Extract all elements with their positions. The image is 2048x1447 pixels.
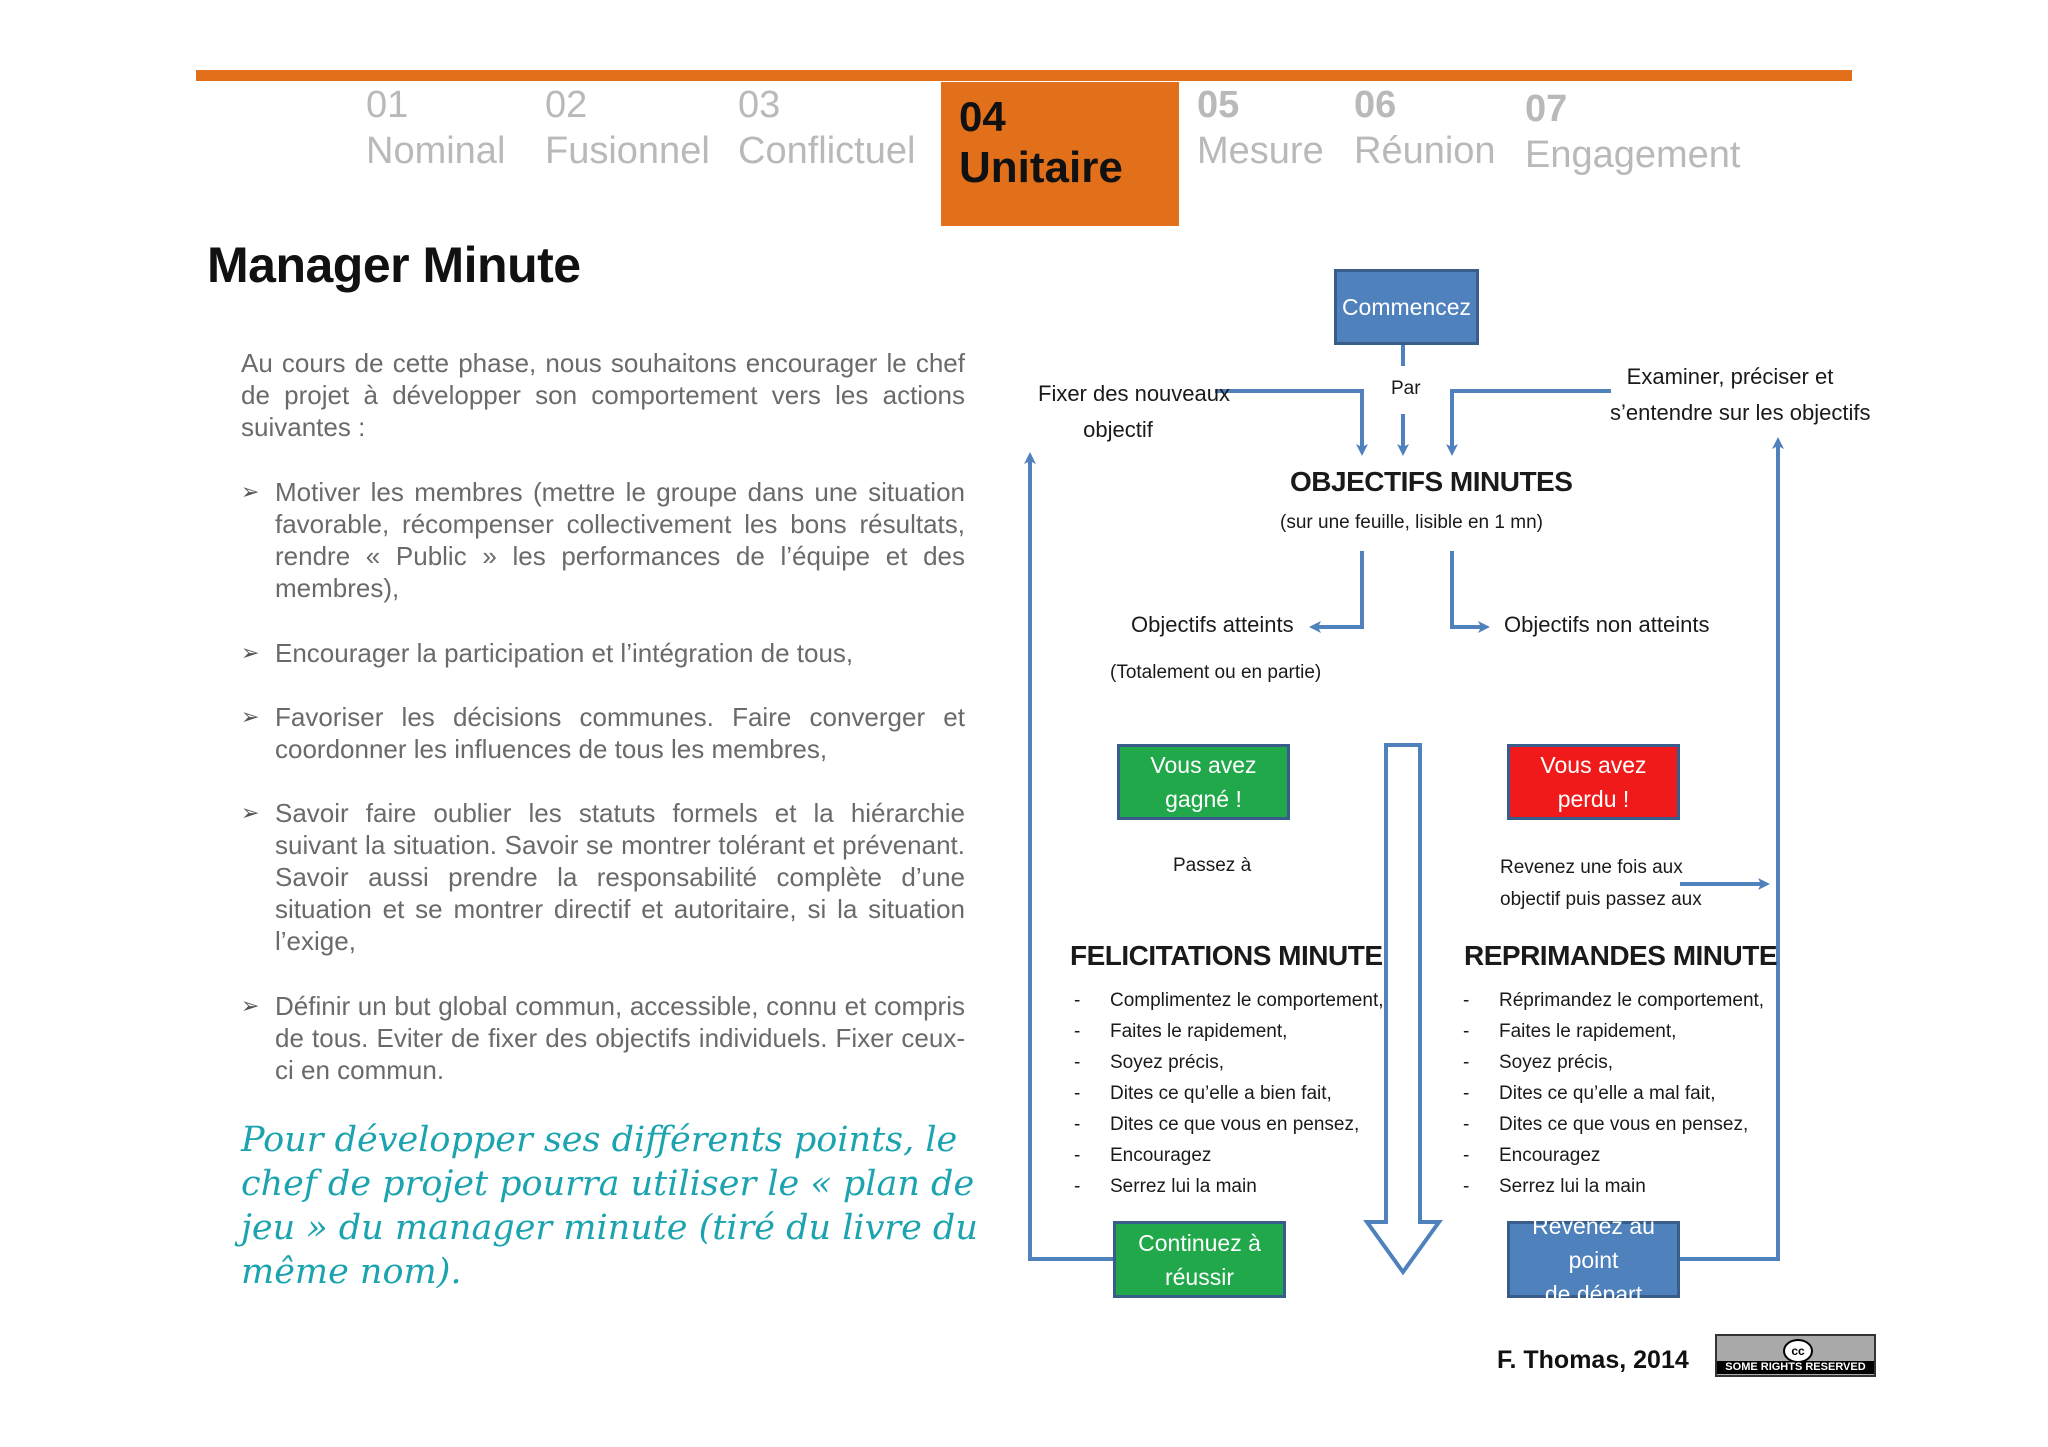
continue-line: réussir bbox=[1164, 1263, 1234, 1290]
tab-label: Nominal bbox=[366, 130, 506, 172]
tab-label: Réunion bbox=[1354, 130, 1496, 172]
tab-number: 05 bbox=[1197, 84, 1240, 126]
arrow-bullet-icon: ➢ bbox=[241, 640, 260, 665]
arrow-bullet-icon: ➢ bbox=[241, 800, 260, 825]
tab-number: 03 bbox=[738, 84, 781, 126]
tab-label: Fusionnel bbox=[545, 130, 710, 172]
list-item: - Dites ce que vous en pensez, bbox=[1459, 1109, 1764, 1140]
left-note bbox=[1038, 376, 1230, 448]
author-credit: F. Thomas, 2014 bbox=[1497, 1346, 1689, 1374]
list-item: - Dites ce qu’elle a bien fait, bbox=[1070, 1078, 1384, 1109]
closing-note: Pour développer ses différents points, le chef de projet pourra utiliser le « plan de jeu » du manager minute (tiré du livre du même nom). bbox=[241, 1120, 978, 1292]
left-note-line: Fixer des nouveaux bbox=[1038, 381, 1230, 406]
restart-line: de départ bbox=[1544, 1280, 1643, 1307]
reached-label: Objectifs atteints bbox=[1131, 612, 1294, 637]
list-item: - Soyez précis, bbox=[1459, 1047, 1764, 1078]
right-note bbox=[1610, 359, 1871, 431]
list-item: - Complimentez le comportement, bbox=[1070, 985, 1384, 1016]
arrow-bullet-icon: ➢ bbox=[241, 479, 260, 504]
bullet-text: Définir un but global commun, accessible, connu et compris de tous. Eviter de fixer des objectifs individuels. Fixer ceux-ci en commun. bbox=[275, 991, 965, 1085]
tab-label: Unitaire bbox=[959, 143, 1123, 192]
list-item: - Encouragez bbox=[1459, 1140, 1764, 1171]
tab-number: 06 bbox=[1354, 84, 1397, 126]
go-to-label: Passez à bbox=[1173, 855, 1252, 876]
reprimand-title: REPRIMANDES MINUTE bbox=[1464, 940, 1778, 971]
not-reached-label: Objectifs non atteints bbox=[1504, 612, 1710, 637]
page-title: Manager Minute bbox=[207, 237, 581, 293]
tab-number: 01 bbox=[366, 84, 409, 126]
restart-box bbox=[1507, 1212, 1680, 1307]
restart-line: Revenez au point bbox=[1532, 1212, 1655, 1273]
right-note-line: Examiner, préciser et bbox=[1626, 364, 1834, 389]
list-item: - Serrez lui la main bbox=[1459, 1171, 1764, 1202]
arrow-bullet-icon: ➢ bbox=[241, 993, 260, 1018]
lost-box: Vous avez perdu ! bbox=[1507, 744, 1680, 820]
bullet-text: Motiver les membres (mettre le groupe dans une situation favorable, récompenser collectivement les bons résultats, rendre « Public » les performances de l’équipe et des membres), bbox=[275, 477, 965, 603]
right-note-line: s’entendre sur les objectifs bbox=[1610, 400, 1871, 425]
return-note-line: objectif puis passez aux bbox=[1500, 889, 1702, 910]
return-note-line: Revenez une fois aux bbox=[1500, 857, 1683, 878]
tab-label: Engagement bbox=[1525, 134, 1741, 176]
list-item: - Faites le rapidement, bbox=[1070, 1016, 1384, 1047]
tab-label: Mesure bbox=[1197, 130, 1324, 172]
reprimand-list bbox=[1459, 985, 1764, 1202]
praise-list bbox=[1070, 985, 1384, 1202]
par-label: Par bbox=[1391, 378, 1421, 399]
left-note-line: objectif bbox=[1083, 417, 1153, 442]
praise-title: FELICITATIONS MINUTE bbox=[1070, 940, 1383, 971]
continue-line: Continuez à bbox=[1138, 1229, 1261, 1256]
cc-icon: cc bbox=[1783, 1339, 1813, 1363]
reached-sublabel: (Totalement ou en partie) bbox=[1110, 662, 1322, 683]
tab-number: 02 bbox=[545, 84, 588, 126]
list-item: - Soyez précis, bbox=[1070, 1047, 1384, 1078]
cc-license-badge[interactable] bbox=[1715, 1334, 1876, 1377]
objectives-title: OBJECTIFS MINUTES bbox=[1290, 466, 1573, 497]
list-item: - Serrez lui la main bbox=[1070, 1171, 1384, 1202]
intro-paragraph: Au cours de cette phase, nous souhaitons encourager le chef de projet à développer son comportement vers les actions suivantes : bbox=[241, 348, 965, 442]
continue-box bbox=[1113, 1221, 1286, 1298]
bullet-text: Savoir faire oublier les statuts formels et la hiérarchie suivant la situation. Savoir se montrer tolérant et prévenant. Savoir aussi prendre la responsabilité complète d’une situation et se montrer directif et autoritaire, si la situation l’exige, bbox=[275, 798, 965, 956]
tab-number: 07 bbox=[1525, 88, 1568, 130]
tab-label: Conflictuel bbox=[738, 130, 916, 172]
tab-number: 04 bbox=[959, 93, 1006, 140]
list-item: - Encouragez bbox=[1070, 1140, 1384, 1171]
won-box: Vous avez gagné ! bbox=[1117, 744, 1290, 820]
start-box: Commencez bbox=[1334, 269, 1479, 345]
license-text: SOME RIGHTS RESERVED bbox=[1717, 1361, 1874, 1374]
list-item: - Réprimandez le comportement, bbox=[1459, 985, 1764, 1016]
return-note bbox=[1500, 852, 1702, 916]
list-item: - Dites ce que vous en pensez, bbox=[1070, 1109, 1384, 1140]
list-item: - Dites ce qu’elle a mal fait, bbox=[1459, 1078, 1764, 1109]
bullet-text: Favoriser les décisions communes. Faire converger et coordonner les influences de tous les membres, bbox=[275, 702, 965, 764]
bullet-text: Encourager la participation et l’intégration de tous, bbox=[275, 638, 854, 668]
arrow-bullet-icon: ➢ bbox=[241, 704, 260, 729]
objectives-subtitle: (sur une feuille, lisible en 1 mn) bbox=[1280, 512, 1543, 533]
list-item: - Faites le rapidement, bbox=[1459, 1016, 1764, 1047]
